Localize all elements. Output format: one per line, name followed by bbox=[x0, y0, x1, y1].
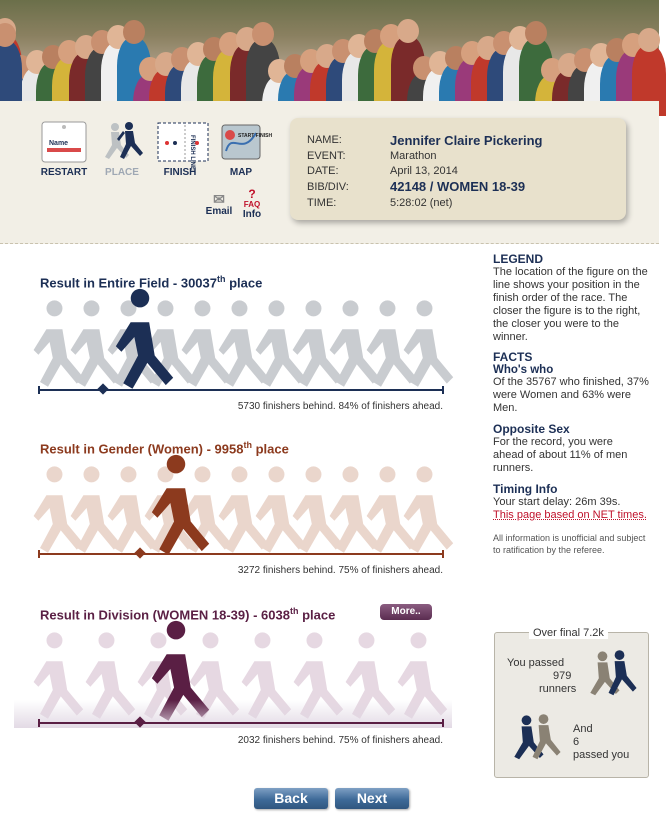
you-passed-label: You passed bbox=[507, 657, 565, 669]
field-track-start bbox=[38, 386, 40, 394]
opposite-sex-heading: Opposite Sex bbox=[493, 422, 570, 436]
nav-place[interactable] bbox=[96, 121, 148, 178]
nav-finish-label: FINISH bbox=[163, 167, 197, 178]
field-summary: 5730 finishers behind. 84% of finishers ahead. bbox=[237, 401, 443, 412]
banner-photo bbox=[0, 0, 659, 101]
finish-card-text: FINISH LINE bbox=[189, 135, 195, 171]
faq-question-icon: ? FAQ bbox=[243, 187, 261, 209]
runner-name: Jennifer Claire Pickering bbox=[390, 133, 543, 148]
field-track-end bbox=[442, 386, 444, 394]
crowd-head bbox=[397, 19, 419, 43]
event-label: EVENT: bbox=[307, 150, 346, 162]
nav-restart[interactable] bbox=[38, 121, 90, 178]
timing-text: Your start delay: 26m 39s. bbox=[493, 496, 621, 508]
gender-track bbox=[38, 553, 444, 555]
passed-by-runners-icon bbox=[507, 713, 563, 769]
passed-you-label: passed you bbox=[573, 749, 630, 761]
gender-track-start bbox=[38, 550, 40, 558]
passing-stats-box bbox=[494, 627, 649, 778]
faq-label: FAQ bbox=[243, 200, 261, 209]
next-button[interactable]: Next bbox=[335, 788, 409, 809]
field-result-title bbox=[40, 274, 262, 290]
field-title-sup: th bbox=[217, 274, 226, 284]
map-icon bbox=[218, 121, 273, 163]
field-title-suffix: place bbox=[225, 275, 263, 291]
division-track-end bbox=[442, 719, 444, 727]
gender-track-end bbox=[442, 550, 444, 558]
you-passed-runners: runners bbox=[539, 683, 577, 695]
nav-map[interactable] bbox=[215, 121, 273, 178]
date-label: DATE: bbox=[307, 165, 339, 177]
bib-card-text: Name bbox=[49, 140, 69, 147]
division-title-sup: th bbox=[289, 606, 299, 616]
runner-icon bbox=[99, 121, 145, 163]
field-runners bbox=[30, 296, 450, 396]
envelope-icon: ✉ bbox=[213, 191, 225, 207]
division-summary: 2032 finishers behind. 75% of finishers ahead. bbox=[237, 735, 443, 746]
runner-info-box bbox=[290, 118, 626, 220]
name-label: NAME: bbox=[307, 134, 342, 146]
email-link[interactable] bbox=[203, 192, 235, 217]
gender-runner-silhouettes bbox=[30, 462, 450, 562]
gender-title-sup: th bbox=[243, 440, 252, 450]
passed-you-count: 6 bbox=[573, 736, 580, 748]
field-title-text: Result in Entire Field - 30037 bbox=[40, 275, 217, 291]
you-passed-count: 979 bbox=[553, 670, 572, 682]
bib-label: BIB/DIV: bbox=[307, 181, 349, 193]
crowd-head bbox=[252, 22, 274, 46]
email-label: Email bbox=[205, 206, 233, 217]
disclaimer: All information is unofficial and subject to ratification by the referee. bbox=[493, 533, 646, 555]
and-label: And bbox=[573, 723, 593, 735]
facts-heading: FACTS bbox=[493, 350, 533, 364]
finish-line-icon bbox=[157, 121, 203, 171]
info-label: Info bbox=[242, 209, 262, 220]
event-value: Marathon bbox=[390, 150, 437, 162]
whos-who-text: Of the 35767 who finished, 37% were Women and 63% were Men. bbox=[493, 376, 649, 414]
legend-heading: LEGEND bbox=[493, 252, 544, 266]
nav-map-label: MAP bbox=[229, 167, 253, 178]
division-result-title bbox=[40, 606, 335, 622]
bib-value: 42148 / WOMEN 18-39 bbox=[390, 179, 526, 194]
division-title-suffix: place bbox=[298, 607, 336, 623]
gender-title-suffix: place bbox=[251, 441, 289, 457]
division-track-start bbox=[38, 719, 40, 727]
crowd-head bbox=[123, 20, 145, 44]
time-label: TIME: bbox=[307, 197, 337, 209]
opposite-sex-text: For the record, you were ahead of about 11% of men runners. bbox=[493, 436, 628, 474]
field-runner-silhouettes bbox=[30, 296, 450, 396]
passing-runners-icon bbox=[583, 649, 639, 705]
back-button[interactable]: Back bbox=[254, 788, 328, 809]
map-card-text: START FINISH bbox=[238, 133, 273, 139]
field-track bbox=[38, 389, 444, 391]
faq-info-link[interactable] bbox=[236, 187, 268, 220]
net-times-note[interactable]: This page based on NET times. bbox=[493, 509, 647, 521]
timing-heading: Timing Info bbox=[493, 482, 558, 496]
division-title-text: Result in Division (WOMEN 18-39) - 6038 bbox=[40, 607, 290, 623]
gender-title-text: Result in Gender (Women) - 9958 bbox=[40, 441, 244, 457]
division-track bbox=[38, 722, 444, 724]
date-value: April 13, 2014 bbox=[390, 165, 458, 177]
bib-card-icon bbox=[41, 121, 87, 163]
gender-result-title bbox=[40, 440, 289, 456]
nav-place-label: PLACE bbox=[105, 167, 139, 178]
time-value: 5:28:02 (net) bbox=[390, 197, 453, 209]
gender-summary: 3272 finishers behind. 75% of finishers ahead. bbox=[237, 565, 443, 576]
nav-restart-label: RESTART bbox=[40, 167, 88, 178]
passbox-title: Over final 7.2k bbox=[529, 627, 608, 639]
nav-finish[interactable] bbox=[154, 121, 206, 178]
more-button[interactable]: More.. bbox=[380, 604, 432, 620]
gender-runners bbox=[30, 462, 450, 562]
crowd-head bbox=[638, 28, 660, 52]
sidebar bbox=[493, 252, 653, 556]
whos-who-heading: Who's who bbox=[493, 364, 554, 376]
legend-text: The location of the figure on the line shows your position in the finish order of the race. The closer the figure is to the right, the closer you were to the winner. bbox=[493, 266, 648, 343]
